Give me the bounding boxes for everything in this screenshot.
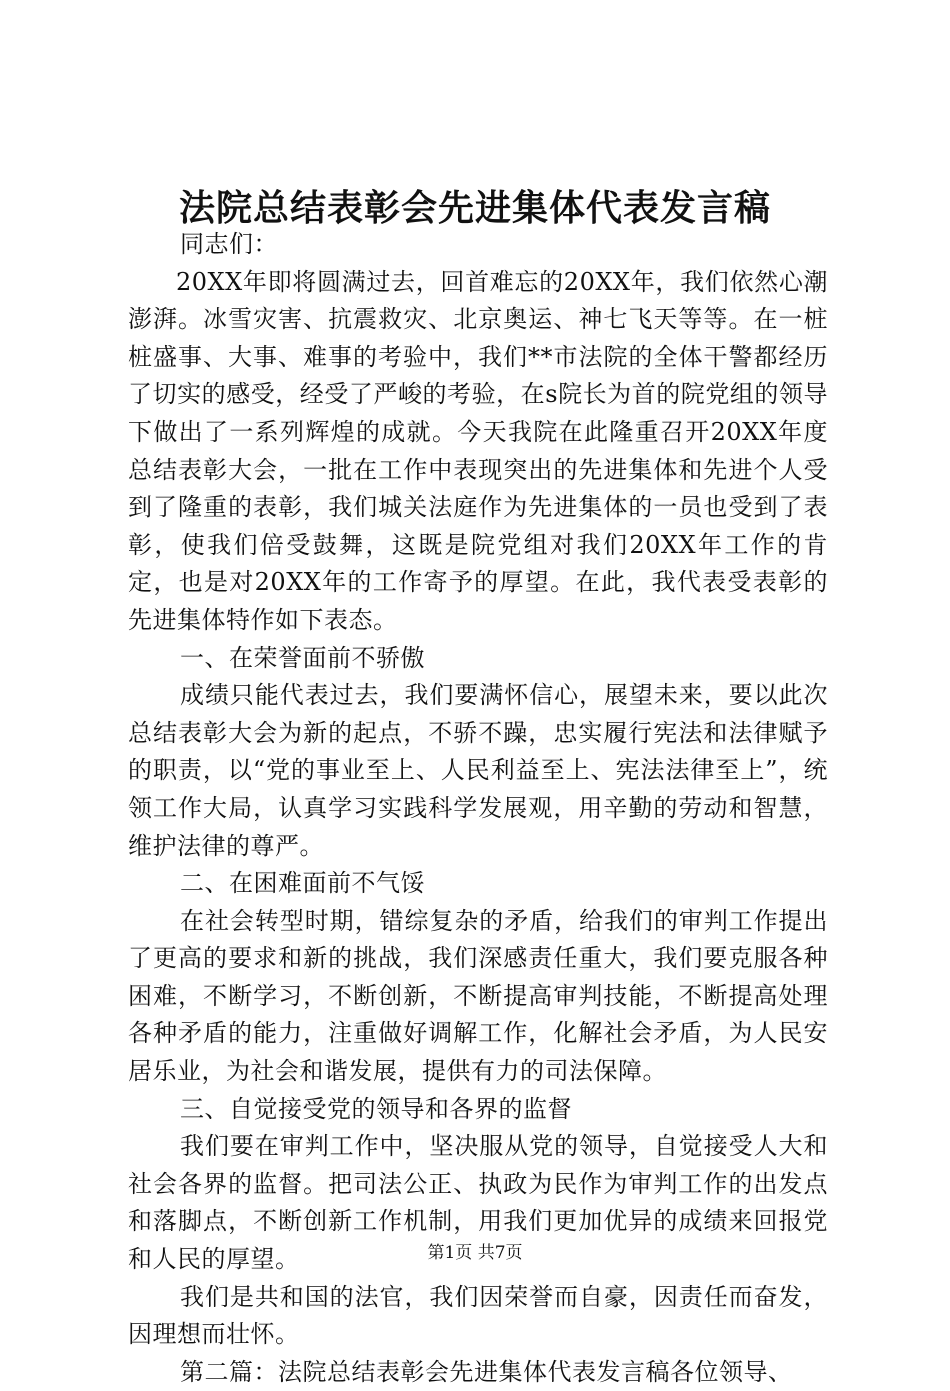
heading-section-3: 三、自觉接受党的领导和各界的监督: [180, 1094, 572, 1123]
paragraph-section-3: 我们要在审判工作中，坚决服从党的领导，自觉接受人大和社会各界的监督。把司法公正、执政为民作为审判工作的出发点和落脚点，不断创新工作机制，用我们更加优异的成绩来回报党和人民的厚望。: [128, 1132, 828, 1274]
paragraph-section-1: 成绩只能代表过去，我们要满怀信心，展望未来，要以此次总结表彰大会为新的起点，不骄不躁，忠实履行宪法和法律赋予的职责，以“党的事业至上、人民利益至上、宪法法律至上”，统领工作大局，认真学习实践科学发展观，用辛勤的劳动和智慧，维护法律的尊严。: [128, 681, 828, 860]
paragraph-second-article: 第二篇：法院总结表彰会先进集体代表发言稿各位领导、: [180, 1357, 793, 1386]
salutation: 同志们：: [180, 230, 278, 258]
heading-section-1: 一、在荣誉面前不骄傲: [180, 643, 425, 672]
paragraph-intro: 20XX年即将圆满过去，回首难忘的20XX年，我们依然心潮澎湃。冰雪灾害、抗震救灾、北京奥运、神七飞天等等。在一桩桩盛事、大事、难事的考验中，我们**市法院的全体干警都经历了切实的感受，经受了严峻的考验，在s院长为首的院党组的领导下做出了一系列辉煌的成就。今天我院在此隆重召开20XX年度总结表彰大会，一批在工作中表现突出的先进集体和先进个人受到了隆重的表彰，我们城关法庭作为先进集体的一员也受到了表彰，使我们倍受鼓舞，这既是院党组对我们20XX年工作的肯定，也是对20XX年的工作寄予的厚望。在此，我代表受表彰的先进集体特作如下表态。: [128, 267, 828, 634]
paragraph-closing: 我们是共和国的法官，我们因荣誉而自豪，因责任而奋发，因理想而壮怀。: [128, 1282, 828, 1349]
document-title: 法院总结表彰会先进集体代表发言稿: [178, 187, 771, 229]
document-body: [128, 226, 828, 1391]
heading-section-2: 二、在困难面前不气馁: [180, 869, 425, 898]
page-number-footer: 第1页 共7页: [427, 1243, 523, 1263]
paragraph-section-2: 在社会转型时期，错综复杂的矛盾，给我们的审判工作提出了更高的要求和新的挑战，我们深感责任重大，我们要克服各种困难，不断学习，不断创新，不断提高审判技能，不断提高处理各种矛盾的能力，注重做好调解工作，化解社会矛盾，为人民安居乐业，为社会和谐发展，提供有力的司法保障。: [128, 906, 828, 1086]
